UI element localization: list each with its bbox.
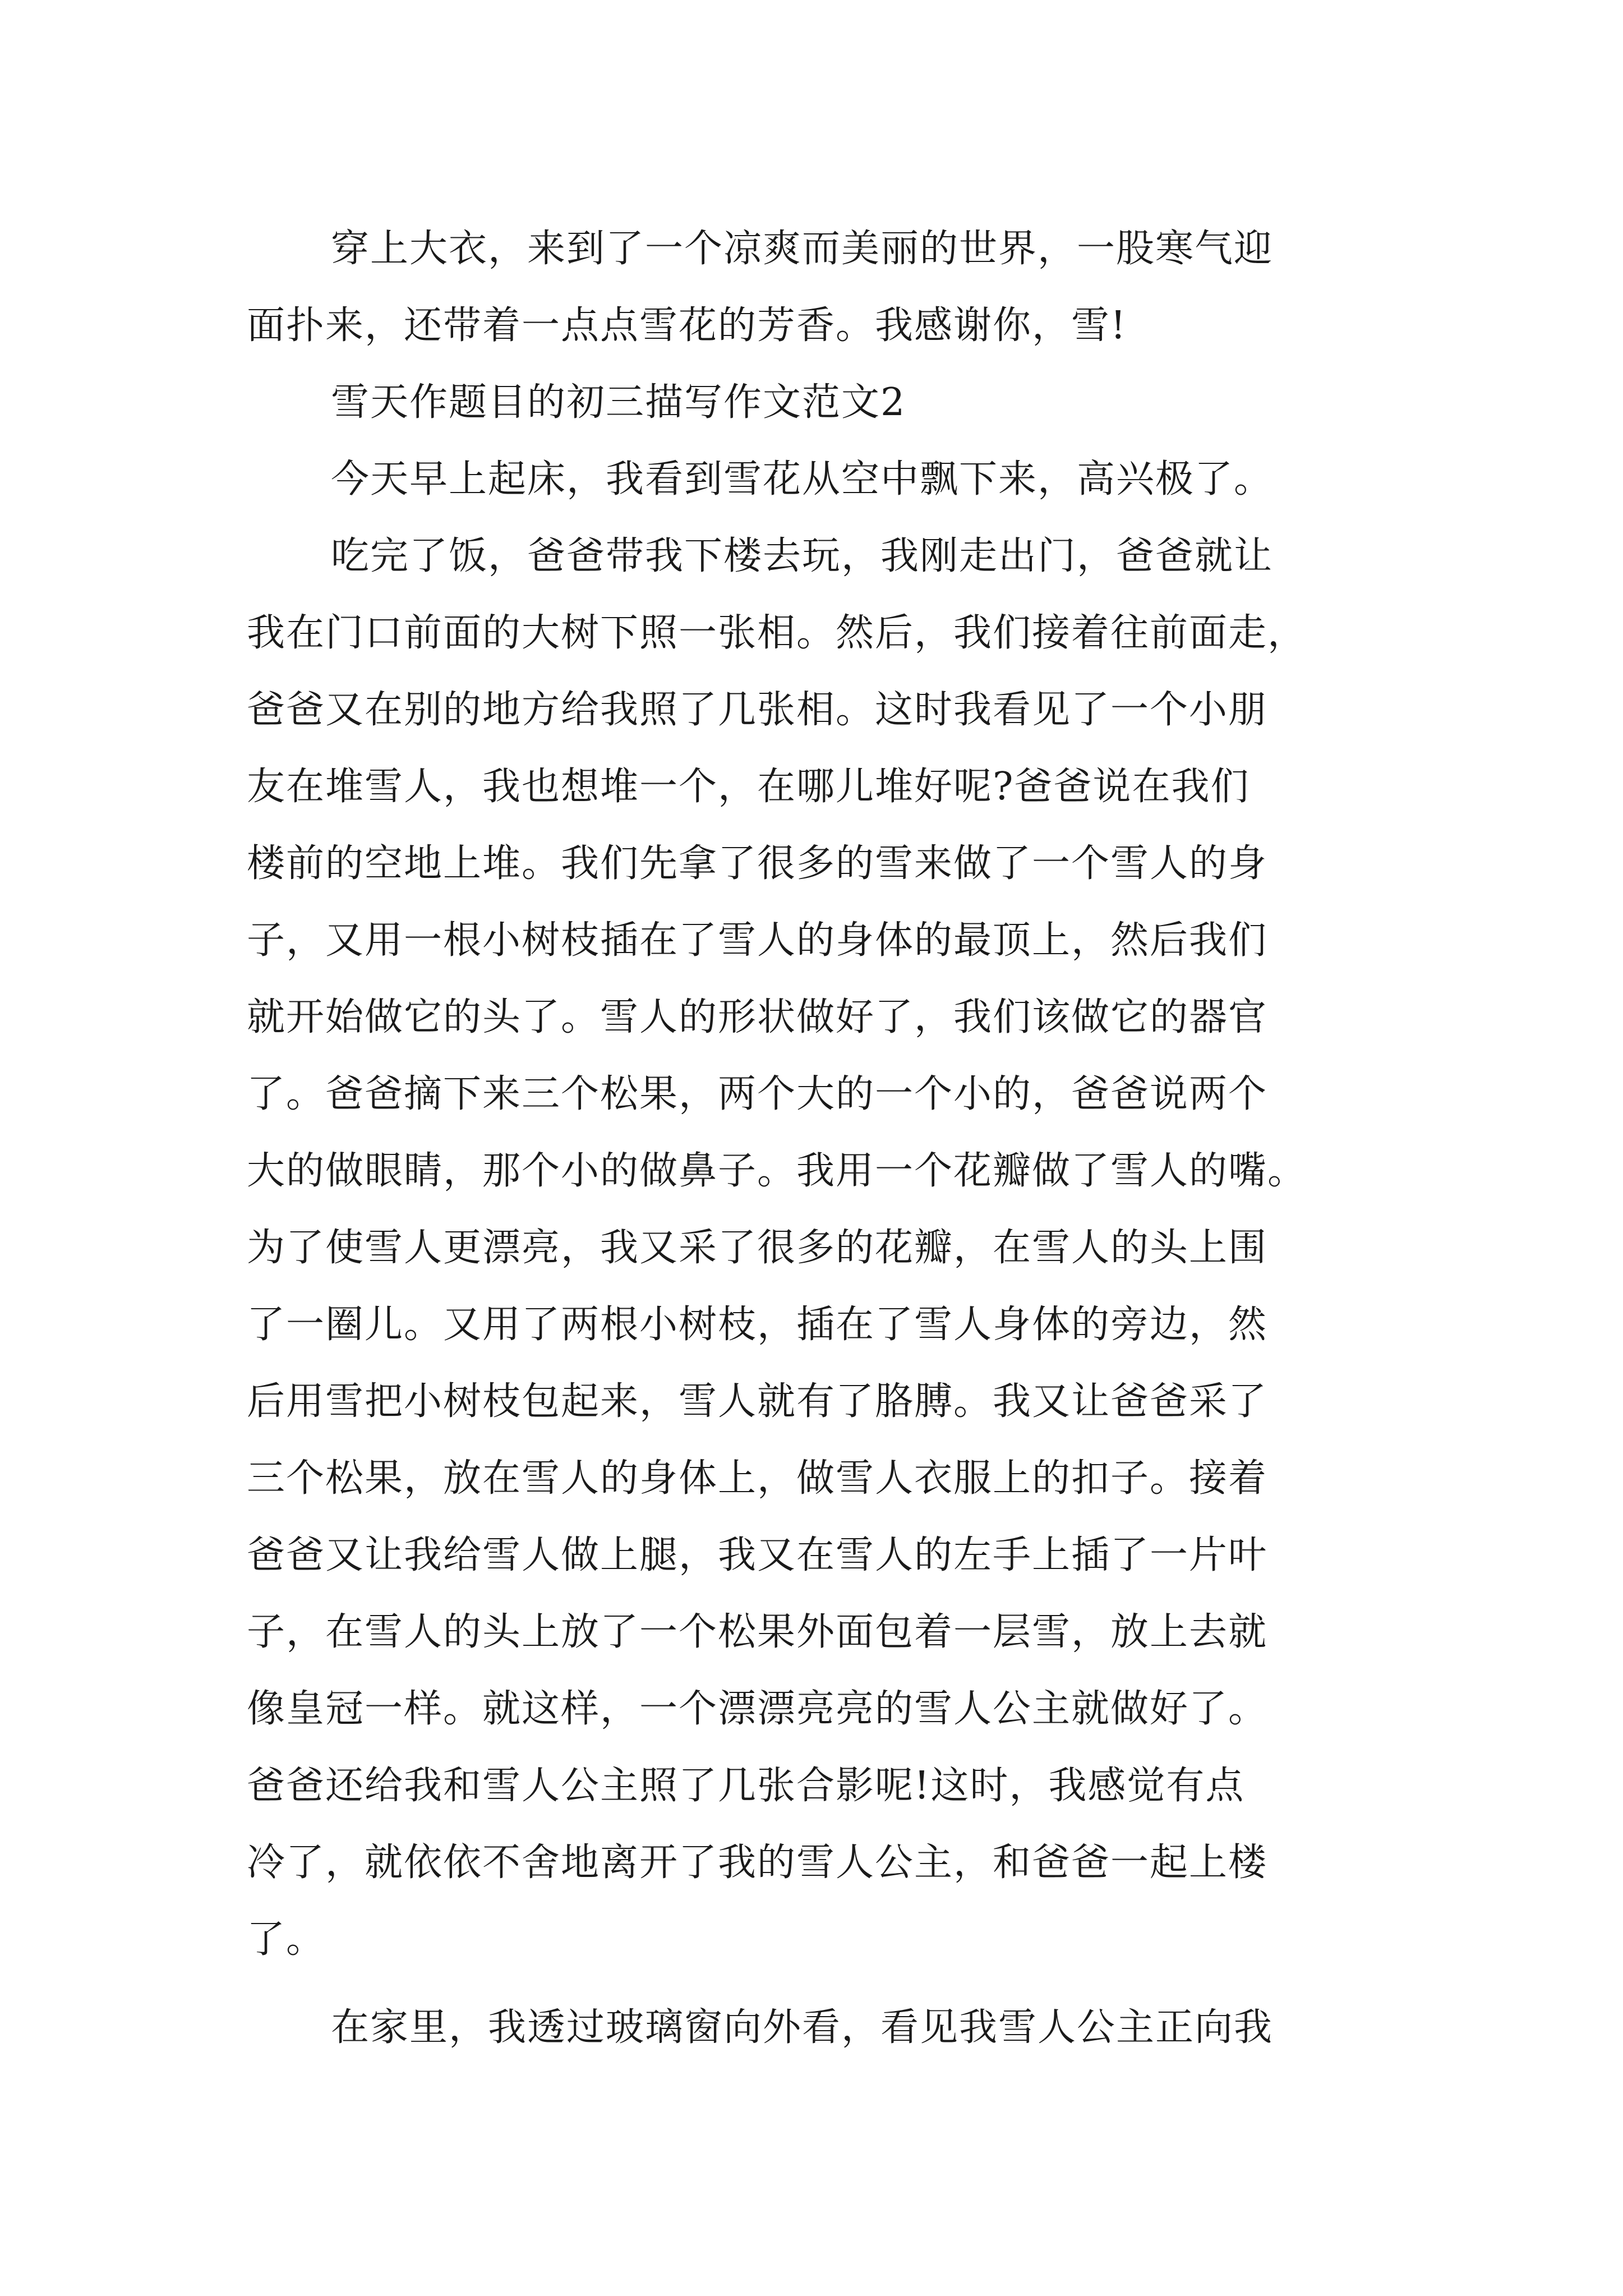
text-line: 了一圈儿。又用了两根小树枝，插在了雪人身体的旁边，然	[247, 1303, 1268, 1347]
text-line: 了。	[247, 1917, 326, 1962]
text-line: 就开始做它的头了。雪人的形状做好了，我们该做它的器官	[247, 995, 1268, 1039]
text-line: 爸爸还给我和雪人公主照了几张合影呢!这时，我感觉有点	[247, 1764, 1245, 1808]
text-line: 我在门口前面的大树下照一张相。然后，我们接着往前面走，	[247, 611, 1307, 655]
text-line: 大的做眼睛，那个小的做鼻子。我用一个花瓣做了雪人的嘴。	[247, 1149, 1307, 1193]
section-heading: 雪天作题目的初三描写作文范文2	[331, 380, 906, 425]
text-line: 楼前的空地上堆。我们先拿了很多的雪来做了一个雪人的身	[247, 841, 1268, 886]
text-line: 友在堆雪人，我也想堆一个，在哪儿堆好呢?爸爸说在我们	[247, 765, 1250, 809]
text-line: 为了使雪人更漂亮，我又采了很多的花瓣，在雪人的头上围	[247, 1226, 1268, 1270]
text-line: 面扑来，还带着一点点雪花的芳香。我感谢你，雪!	[247, 303, 1127, 348]
document-body	[247, 210, 1385, 2066]
text-line: 今天早上起床，我看到雪花从空中飘下来，高兴极了。	[331, 457, 1274, 501]
text-line: 爸爸又让我给雪人做上腿，我又在雪人的左手上插了一片叶	[247, 1533, 1268, 1577]
text-line: 子，在雪人的头上放了一个松果外面包着一层雪，放上去就	[247, 1610, 1268, 1654]
text-line: 像皇冠一样。就这样，一个漂漂亮亮的雪人公主就做好了。	[247, 1687, 1268, 1731]
text-line: 三个松果，放在雪人的身体上，做雪人衣服上的扣子。接着	[247, 1456, 1268, 1501]
text-line: 了。爸爸摘下来三个松果，两个大的一个小的，爸爸说两个	[247, 1072, 1268, 1116]
text-line: 后用雪把小树枝包起来，雪人就有了胳膊。我又让爸爸采了	[247, 1379, 1268, 1424]
text-line: 子，又用一根小树枝插在了雪人的身体的最顶上，然后我们	[247, 918, 1268, 963]
text-line: 爸爸又在别的地方给我照了几张相。这时我看见了一个小朋	[247, 688, 1268, 732]
text-line: 冷了，就依依不舍地离开了我的雪人公主，和爸爸一起上楼	[247, 1841, 1268, 1885]
text-line: 穿上大衣，来到了一个凉爽而美丽的世界，一股寒气迎	[331, 227, 1274, 271]
text-line: 吃完了饭，爸爸带我下楼去玩，我刚走出门，爸爸就让	[331, 534, 1274, 578]
text-line: 在家里，我透过玻璃窗向外看，看见我雪人公主正向我	[331, 2005, 1274, 2050]
